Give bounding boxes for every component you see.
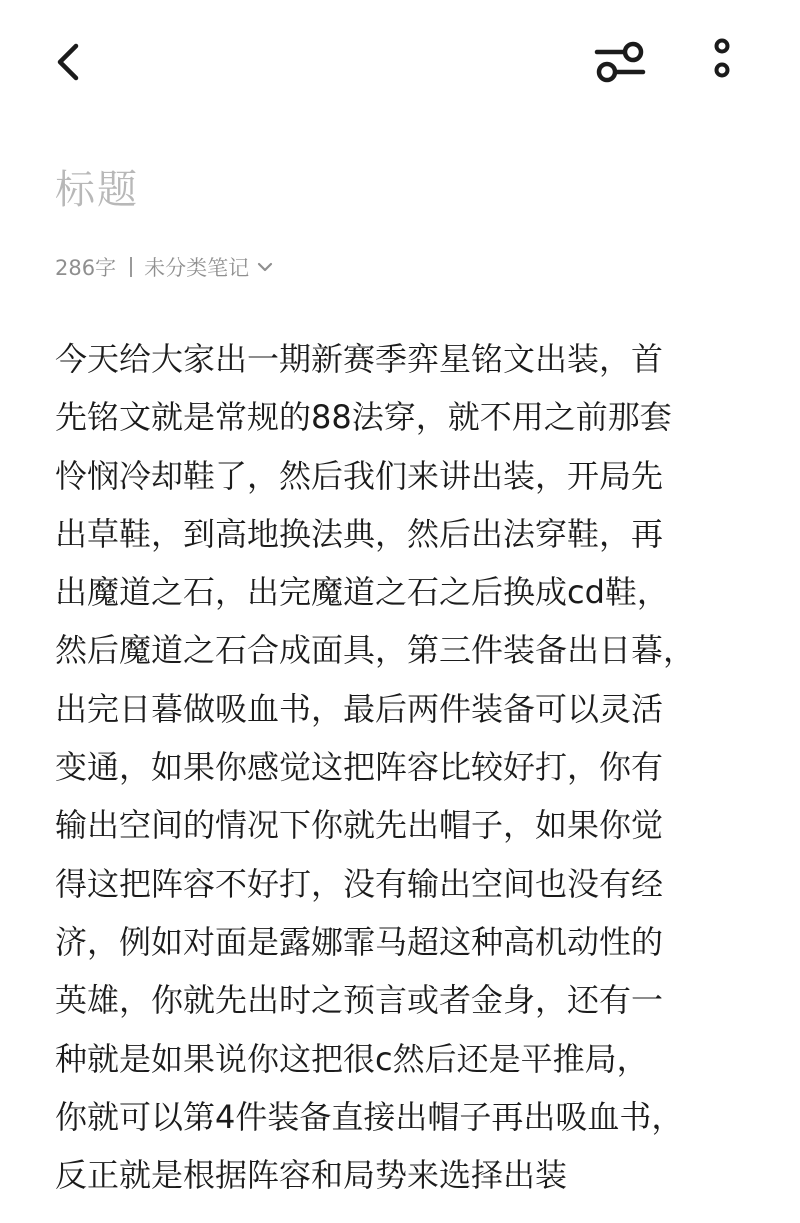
category-label: 未分类笔记 [144, 256, 250, 280]
chevron-left-icon [54, 42, 82, 82]
note-meta [55, 250, 273, 284]
top-toolbar [0, 0, 800, 120]
word-count: 286字 [55, 256, 117, 280]
back-button[interactable] [40, 30, 96, 94]
filter-button[interactable] [584, 30, 656, 94]
chevron-down-icon [257, 261, 273, 273]
more-vertical-icon [710, 38, 734, 86]
more-options-button[interactable] [698, 30, 746, 94]
sliders-icon [593, 40, 647, 84]
note-title-input[interactable]: 标题 [55, 167, 139, 213]
category-selector[interactable] [144, 252, 273, 282]
meta-divider [130, 257, 132, 277]
note-body[interactable]: 今天给大家出一期新赛季弈星铭文出装，首 先铭文就是常规的88法穿，就不用之前那套 怜悯冷却鞋了，然后我们来讲出装，开局先 出草鞋，到高地换法典，然后出法穿鞋，再 出魔道之石，出完魔道之石之后换成cd鞋， 然后魔道之石合成面具，第三件装备出日暮， 出完日暮做吸血书，最后两件装备可以灵活 变通，如果你感觉这把阵容比较好打，你有 输出空间的情况下你就先出帽子，如果你觉 得这把阵容不好打，没有输出空间也没有经 济，例如对面是露娜霏马超这种高机动性的 英雄，你就先出时之预言或者金身，还有一 种就是如果说你这把很c然后还是平推局， 你就可以第4件装备直接出帽子再出吸血书， 反正就是根据阵容和局势来选择出装 [55, 340, 696, 1195]
